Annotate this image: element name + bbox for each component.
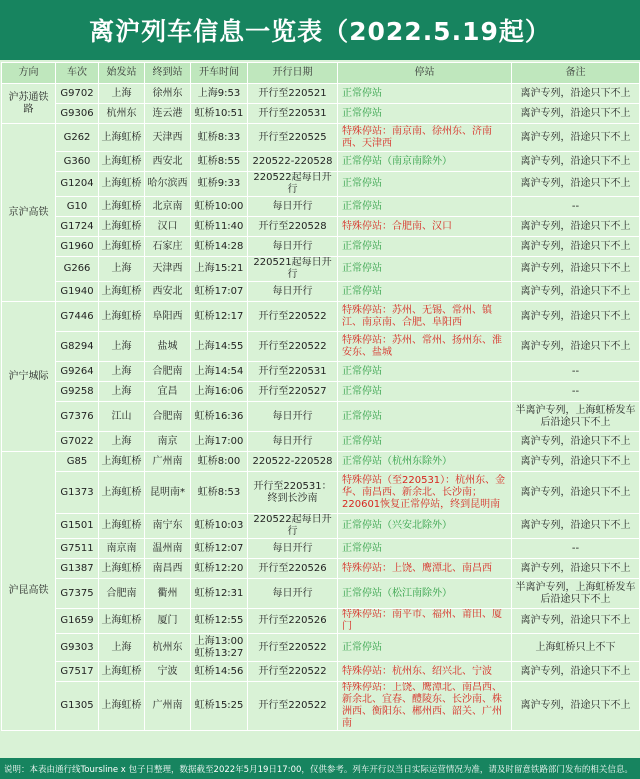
note-line: 离沪专列，沿途只下不上 — [520, 340, 631, 352]
origin-cell: 上海 — [99, 634, 145, 662]
destination-cell: 汉口 — [145, 217, 191, 237]
stops-cell: 正常停站 — [338, 237, 512, 257]
train-number-cell: G7517 — [56, 662, 99, 682]
table-row — [2, 257, 640, 282]
notes-cell — [512, 302, 640, 332]
departure-time-cell: 虹桥10:03 — [191, 514, 248, 539]
stops-cell: 特殊停站：苏州、常州、扬州东、淮安东、盐城 — [338, 332, 512, 362]
train-number-cell: G360 — [56, 152, 99, 172]
direction-cell: 沪宁城际 — [2, 302, 56, 452]
run-dates-cell: 开行至220522 — [248, 682, 338, 731]
origin-cell: 上海虹桥 — [99, 452, 145, 472]
departure-time-cell: 虹桥11:40 — [191, 217, 248, 237]
stops-cell: 特殊停站（至220531）：杭州东、金华、南昌西、新余北、长沙南；220601恢复正常停站，终到昆明南 — [338, 472, 512, 514]
train-number-cell: G1204 — [56, 172, 99, 197]
table-row — [2, 152, 640, 172]
run-dates-cell: 220521起每日开行 — [248, 257, 338, 282]
note-line: 离沪专列，沿途只下不上 — [520, 665, 631, 677]
notes-cell — [512, 539, 640, 559]
run-dates-cell: 每日开行 — [248, 539, 338, 559]
departure-time-cell: 虹桥10:00 — [191, 197, 248, 217]
destination-cell: 宜昌 — [145, 382, 191, 402]
stops-cell: 特殊停站：南平市、福州、莆田、厦门 — [338, 609, 512, 634]
departure-time-cell: 虹桥12:20 — [191, 559, 248, 579]
header-train: 车次 — [56, 63, 99, 84]
notes-cell — [512, 382, 640, 402]
table-row — [2, 579, 640, 609]
train-number-cell: G262 — [56, 124, 99, 152]
destination-cell: 南京 — [145, 432, 191, 452]
notes-cell — [512, 609, 640, 634]
stops-cell: 特殊停站：上饶、鹰潭北、南昌西、新余北、宜春、醴陵东、长沙南、株洲西、衡阳东、郴州西、韶关、广州南 — [338, 682, 512, 731]
train-number-cell: G1387 — [56, 559, 99, 579]
origin-cell: 上海虹桥 — [99, 237, 145, 257]
destination-cell: 合肥南 — [145, 402, 191, 432]
notes-cell — [512, 104, 640, 124]
run-dates-cell: 开行至220526 — [248, 609, 338, 634]
direction-cell: 沪昆高铁 — [2, 452, 56, 731]
destination-cell: 合肥南 — [145, 362, 191, 382]
table-row — [2, 472, 640, 514]
notes-cell — [512, 152, 640, 172]
destination-cell: 厦门 — [145, 609, 191, 634]
stops-cell: 正常停站 — [338, 282, 512, 302]
note-line: 后沿途只下不上 — [540, 593, 611, 605]
note-line: -- — [571, 385, 580, 397]
run-dates-cell: 每日开行 — [248, 432, 338, 452]
origin-cell: 上海虹桥 — [99, 609, 145, 634]
stops-cell: 特殊停站：南京南、徐州东、济南西、天津西 — [338, 124, 512, 152]
table-row — [2, 514, 640, 539]
note-line: 离沪专列，沿途只下不上 — [520, 263, 631, 274]
origin-cell: 上海虹桥 — [99, 514, 145, 539]
stops-cell: 正常停站（松江南除外） — [338, 579, 512, 609]
footer-note: 说明：本表由通行线Toursline x 包子日整理，数据截至2022年5月19日17:00，仅供参考。列车开行以当日实际运营情况为准，请及时留意铁路部门发布的相关信息。 — [0, 758, 640, 779]
table-row — [2, 452, 640, 472]
stops-cell: 正常停站 — [338, 402, 512, 432]
destination-cell: 南宁东 — [145, 514, 191, 539]
origin-cell: 上海虹桥 — [99, 682, 145, 731]
notes-cell — [512, 197, 640, 217]
run-dates-cell: 每日开行 — [248, 197, 338, 217]
destination-cell: 盐城 — [145, 332, 191, 362]
destination-cell: 徐州东 — [145, 84, 191, 104]
train-number-cell: G8294 — [56, 332, 99, 362]
origin-cell: 上海虹桥 — [99, 197, 145, 217]
destination-cell: 天津西 — [145, 257, 191, 282]
run-dates-cell: 开行至220522 — [248, 332, 338, 362]
origin-cell: 上海虹桥 — [99, 282, 145, 302]
run-dates-cell: 开行至220527 — [248, 382, 338, 402]
table-row — [2, 282, 640, 302]
table-row — [2, 172, 640, 197]
header-notes: 备注 — [512, 63, 640, 84]
table-row — [2, 382, 640, 402]
origin-cell: 上海虹桥 — [99, 472, 145, 514]
note-line: 离沪专列，沿途只下不上 — [520, 107, 631, 119]
destination-cell: 宁波 — [145, 662, 191, 682]
header-origin: 始发站 — [99, 63, 145, 84]
stops-cell: 正常停站 — [338, 257, 512, 282]
table-row — [2, 124, 640, 152]
note-line: 离沪专列，沿途只下不上 — [520, 435, 631, 447]
stops-cell: 正常停站 — [338, 362, 512, 382]
stops-cell: 正常停站（南京南除外） — [338, 152, 512, 172]
origin-cell: 上海虹桥 — [99, 172, 145, 197]
table-row — [2, 362, 640, 382]
departure-time-cell: 虹桥8:00 — [191, 452, 248, 472]
origin-cell: 上海 — [99, 257, 145, 282]
table-row — [2, 432, 640, 452]
departure-time-cell: 上海17:00 — [191, 432, 248, 452]
origin-cell: 上海 — [99, 362, 145, 382]
run-dates-cell: 开行至220528 — [248, 217, 338, 237]
origin-cell: 上海虹桥 — [99, 302, 145, 332]
origin-cell: 上海虹桥 — [99, 124, 145, 152]
departure-time-cell: 虹桥9:33 — [191, 172, 248, 197]
stops-cell: 正常停站 — [338, 84, 512, 104]
departure-time-cell: 上海13:00 虹桥13:27 — [191, 634, 248, 662]
note-line: 半离沪专列，上海虹桥发车 — [515, 404, 636, 416]
destination-cell: 石家庄 — [145, 237, 191, 257]
run-dates-cell: 开行至220521 — [248, 84, 338, 104]
train-number-cell: G1501 — [56, 514, 99, 539]
note-line: 离沪专列，沿途只下不上 — [520, 615, 631, 626]
destination-cell: 杭州东 — [145, 634, 191, 662]
notes-cell — [512, 682, 640, 731]
notes-cell — [512, 237, 640, 257]
table-row — [2, 84, 640, 104]
run-dates-cell: 220522起每日开行 — [248, 172, 338, 197]
train-number-cell: G85 — [56, 452, 99, 472]
stops-cell: 特殊停站：上饶、鹰潭北、南昌西 — [338, 559, 512, 579]
departure-time-cell: 虹桥10:51 — [191, 104, 248, 124]
run-dates-cell: 开行至220526 — [248, 559, 338, 579]
header-run-dates: 开行日期 — [248, 63, 338, 84]
train-number-cell: G9702 — [56, 84, 99, 104]
train-number-cell: G10 — [56, 197, 99, 217]
destination-cell: 南昌西 — [145, 559, 191, 579]
destination-cell: 天津西 — [145, 124, 191, 152]
notes-cell — [512, 634, 640, 662]
departure-time-cell: 虹桥16:36 — [191, 402, 248, 432]
departure-time-cell: 虹桥12:31 — [191, 579, 248, 609]
notes-cell — [512, 84, 640, 104]
departure-time-cell: 虹桥8:33 — [191, 124, 248, 152]
run-dates-cell: 开行至220525 — [248, 124, 338, 152]
run-dates-cell: 开行至220531 — [248, 362, 338, 382]
note-line: 离沪专列，沿途只下不上 — [520, 131, 631, 143]
origin-cell: 上海 — [99, 382, 145, 402]
departure-time-cell: 上海14:54 — [191, 362, 248, 382]
train-number-cell: G1724 — [56, 217, 99, 237]
table-row — [2, 402, 640, 432]
table-row — [2, 559, 640, 579]
departure-time-cell: 虹桥8:55 — [191, 152, 248, 172]
direction-cell: 京沪高铁 — [2, 124, 56, 302]
note-line: 离沪专列，沿途只下不上 — [520, 240, 631, 252]
header-stops: 停站 — [338, 63, 512, 84]
origin-cell: 上海虹桥 — [99, 217, 145, 237]
note-line: 离沪专列，沿途只下不上 — [520, 455, 631, 467]
run-dates-cell: 220522起每日开行 — [248, 514, 338, 539]
note-line: 离沪专列，沿途只下不上 — [520, 87, 631, 99]
page-title: 离沪列车信息一览表（2022.5.19起） — [0, 0, 640, 60]
header-direction: 方向 — [2, 63, 56, 84]
note-line: 离沪专列，沿途只下不上 — [520, 520, 631, 531]
table-row — [2, 662, 640, 682]
origin-cell: 上海虹桥 — [99, 152, 145, 172]
origin-cell: 杭州东 — [99, 104, 145, 124]
destination-cell: 阜阳西 — [145, 302, 191, 332]
note-line: 离沪专列，沿途只下不上 — [520, 178, 631, 189]
destination-cell: 衢州 — [145, 579, 191, 609]
header-departure-time: 开车时间 — [191, 63, 248, 84]
departure-time-cell: 上海9:53 — [191, 84, 248, 104]
note-line: 后沿途只下不上 — [540, 416, 611, 428]
train-number-cell: G1960 — [56, 237, 99, 257]
notes-cell — [512, 452, 640, 472]
stops-cell: 正常停站（杭州东除外） — [338, 452, 512, 472]
notes-cell — [512, 217, 640, 237]
destination-cell: 西安北 — [145, 152, 191, 172]
note-line: -- — [571, 542, 580, 554]
note-line: 离沪专列，沿途只下不上 — [520, 220, 631, 232]
run-dates-cell: 每日开行 — [248, 237, 338, 257]
table-row — [2, 609, 640, 634]
table-row — [2, 539, 640, 559]
stops-cell: 正常停站 — [338, 432, 512, 452]
departure-time-cell: 虹桥14:28 — [191, 237, 248, 257]
run-dates-cell: 每日开行 — [248, 579, 338, 609]
stops-cell: 正常停站 — [338, 172, 512, 197]
run-dates-cell: 220522-220528 — [248, 452, 338, 472]
run-dates-cell: 220522-220528 — [248, 152, 338, 172]
note-line: 上海虹桥只上不下 — [535, 641, 616, 653]
train-table — [1, 62, 640, 731]
notes-cell — [512, 662, 640, 682]
departure-time-cell: 上海14:55 — [191, 332, 248, 362]
note-line: -- — [571, 365, 580, 377]
origin-cell: 上海虹桥 — [99, 662, 145, 682]
run-dates-cell: 开行至220522 — [248, 662, 338, 682]
stops-cell: 特殊停站：合肥南、汉口 — [338, 217, 512, 237]
origin-cell: 合肥南 — [99, 579, 145, 609]
train-number-cell: G9306 — [56, 104, 99, 124]
notes-cell — [512, 362, 640, 382]
train-number-cell: G9303 — [56, 634, 99, 662]
origin-cell: 上海 — [99, 432, 145, 452]
stops-cell: 正常停站（兴安北除外） — [338, 514, 512, 539]
departure-time-cell: 虹桥14:56 — [191, 662, 248, 682]
stops-cell: 正常停站 — [338, 197, 512, 217]
origin-cell: 上海虹桥 — [99, 559, 145, 579]
direction-cell: 沪苏通铁路 — [2, 84, 56, 124]
table-header-row — [2, 63, 640, 84]
stops-cell: 正常停站 — [338, 104, 512, 124]
table-row — [2, 302, 640, 332]
destination-cell: 温州南 — [145, 539, 191, 559]
departure-time-cell: 上海15:21 — [191, 257, 248, 282]
note-line: 离沪专列，沿途只下不上 — [520, 310, 631, 322]
stops-cell: 正常停站 — [338, 539, 512, 559]
run-dates-cell: 开行至220531 — [248, 104, 338, 124]
destination-cell: 广州南 — [145, 452, 191, 472]
train-number-cell: G1305 — [56, 682, 99, 731]
note-line: 离沪专列，沿途只下不上 — [520, 700, 631, 711]
destination-cell: 哈尔滨西 — [145, 172, 191, 197]
departure-time-cell: 上海16:06 — [191, 382, 248, 402]
notes-cell — [512, 472, 640, 514]
note-line: -- — [571, 200, 580, 212]
stops-cell: 正常停站 — [338, 382, 512, 402]
table-row — [2, 104, 640, 124]
origin-cell: 上海 — [99, 84, 145, 104]
run-dates-cell: 每日开行 — [248, 402, 338, 432]
run-dates-cell: 开行至220531：终到长沙南 — [248, 472, 338, 514]
departure-time-cell: 虹桥12:55 — [191, 609, 248, 634]
train-number-cell: G266 — [56, 257, 99, 282]
train-number-cell: G1940 — [56, 282, 99, 302]
train-number-cell: G1373 — [56, 472, 99, 514]
run-dates-cell: 开行至220522 — [248, 302, 338, 332]
train-number-cell: G7511 — [56, 539, 99, 559]
notes-cell — [512, 257, 640, 282]
destination-cell: 西安北 — [145, 282, 191, 302]
origin-cell: 江山 — [99, 402, 145, 432]
destination-cell: 北京南 — [145, 197, 191, 217]
note-line: 离沪专列，沿途只下不上 — [520, 562, 631, 574]
origin-cell: 上海 — [99, 332, 145, 362]
notes-cell — [512, 559, 640, 579]
departure-time-cell: 虹桥12:07 — [191, 539, 248, 559]
train-number-cell: G9258 — [56, 382, 99, 402]
note-line: 离沪专列，沿途只下不上 — [520, 486, 631, 498]
run-dates-cell: 开行至220522 — [248, 634, 338, 662]
train-number-cell: G7375 — [56, 579, 99, 609]
run-dates-cell: 每日开行 — [248, 282, 338, 302]
destination-cell: 昆明南* — [145, 472, 191, 514]
departure-time-cell: 虹桥12:17 — [191, 302, 248, 332]
notes-cell — [512, 172, 640, 197]
notes-cell — [512, 432, 640, 452]
departure-time-cell: 虹桥8:53 — [191, 472, 248, 514]
train-number-cell: G1659 — [56, 609, 99, 634]
table-row — [2, 237, 640, 257]
notes-cell — [512, 332, 640, 362]
destination-cell: 广州南 — [145, 682, 191, 731]
notes-cell — [512, 579, 640, 609]
table-row — [2, 197, 640, 217]
destination-cell: 连云港 — [145, 104, 191, 124]
header-destination: 终到站 — [145, 63, 191, 84]
stops-cell: 特殊停站：杭州东、绍兴北、宁波 — [338, 662, 512, 682]
origin-cell: 南京南 — [99, 539, 145, 559]
train-number-cell: G9264 — [56, 362, 99, 382]
table-row — [2, 332, 640, 362]
departure-time-cell: 虹桥15:25 — [191, 682, 248, 731]
note-line: 半离沪专列，上海虹桥发车 — [515, 581, 636, 593]
train-number-cell: G7022 — [56, 432, 99, 452]
train-number-cell: G7446 — [56, 302, 99, 332]
table-row — [2, 217, 640, 237]
table-row — [2, 634, 640, 662]
stops-cell: 特殊停站：苏州、无锡、常州、镇江、南京南、合肥、阜阳西 — [338, 302, 512, 332]
departure-time-cell: 虹桥17:07 — [191, 282, 248, 302]
note-line: 离沪专列，沿途只下不上 — [520, 285, 631, 297]
notes-cell — [512, 514, 640, 539]
train-number-cell: G7376 — [56, 402, 99, 432]
note-line: 离沪专列，沿途只下不上 — [520, 155, 631, 167]
notes-cell — [512, 282, 640, 302]
stops-cell: 正常停站 — [338, 634, 512, 662]
notes-cell — [512, 402, 640, 432]
notes-cell — [512, 124, 640, 152]
table-row — [2, 682, 640, 731]
